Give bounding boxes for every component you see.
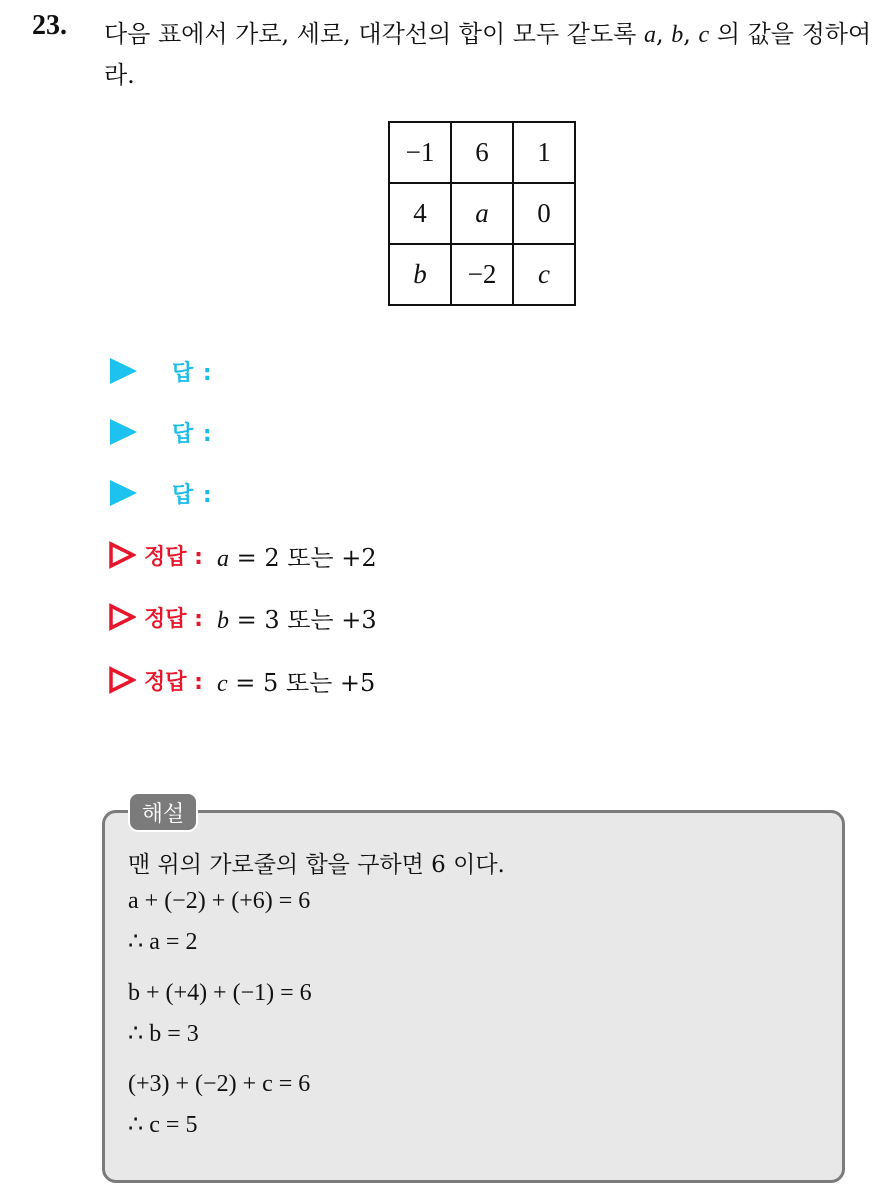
- correct-text: = 2 또는 +2: [228, 543, 377, 572]
- magic-square-table: [388, 121, 576, 306]
- correct-label: 정답 :: [144, 606, 203, 632]
- correct-text: = 5 또는 +5: [227, 668, 376, 697]
- correct-label: 정답 :: [144, 544, 203, 570]
- play-triangle-icon: [110, 480, 137, 506]
- table-cell: 6: [451, 122, 513, 183]
- answer-label: 답 :: [172, 421, 213, 447]
- table-row: [389, 183, 575, 244]
- solution-line: ∴ b = 3: [128, 1021, 199, 1047]
- table-cell: c: [513, 244, 575, 305]
- solution-tab: 해설: [128, 792, 198, 832]
- correct-var: c: [216, 670, 228, 697]
- outline-triangle-icon: [108, 541, 136, 569]
- table-cell: a: [451, 183, 513, 244]
- var-b: b: [671, 22, 684, 48]
- solution-line: ∴ c = 5: [128, 1112, 198, 1138]
- solution-line: ∴ a = 2: [128, 929, 198, 955]
- outline-triangle-icon: [108, 666, 136, 694]
- question-text-part2: 의 값을 정하여라.: [104, 20, 872, 89]
- var-c: c: [698, 22, 710, 48]
- correct-answer-row-3: [108, 660, 375, 700]
- play-triangle-icon: [110, 358, 137, 384]
- correct-label: 정답 :: [144, 669, 203, 695]
- correct-value: [217, 663, 375, 698]
- correct-text: = 3 또는 +3: [228, 605, 377, 634]
- table-cell: 0: [513, 183, 575, 244]
- answer-row-3[interactable]: [108, 473, 213, 513]
- answer-row-2[interactable]: [108, 412, 213, 452]
- correct-value: [217, 600, 377, 635]
- answer-label: 답 :: [172, 482, 213, 508]
- solution-line: b + (+4) + (−1) = 6: [128, 980, 312, 1006]
- table-cell: 4: [389, 183, 451, 244]
- correct-answer-row-1: [108, 535, 377, 575]
- correct-var: a: [216, 545, 229, 572]
- table-row: [389, 122, 575, 183]
- question-text: 다음 표에서 가로, 세로, 대각선의 합이 모두 같도록 a, b, c 의 값을 정하여라.: [104, 20, 872, 89]
- table-row: [389, 244, 575, 305]
- question-text-part1: 다음 표에서 가로, 세로, 대각선의 합이 모두 같도록: [104, 20, 637, 48]
- correct-var: b: [216, 607, 229, 634]
- question-number: 23.: [32, 10, 67, 41]
- answer-label: 답 :: [172, 360, 213, 386]
- table-cell: b: [389, 244, 451, 305]
- var-a: a: [643, 22, 656, 48]
- table-cell: −1: [389, 122, 451, 183]
- solution-line: (+3) + (−2) + c = 6: [128, 1071, 311, 1097]
- answer-row-1[interactable]: [108, 351, 213, 391]
- table-cell: −2: [451, 244, 513, 305]
- solution-line: 맨 위의 가로줄의 합을 구하면 6 이다.: [128, 852, 505, 878]
- correct-value: [217, 538, 377, 573]
- solution-line: a + (−2) + (+6) = 6: [128, 888, 311, 914]
- outline-triangle-icon: [108, 603, 136, 631]
- table-cell: 1: [513, 122, 575, 183]
- correct-answer-row-2: [108, 597, 377, 637]
- play-triangle-icon: [110, 419, 137, 445]
